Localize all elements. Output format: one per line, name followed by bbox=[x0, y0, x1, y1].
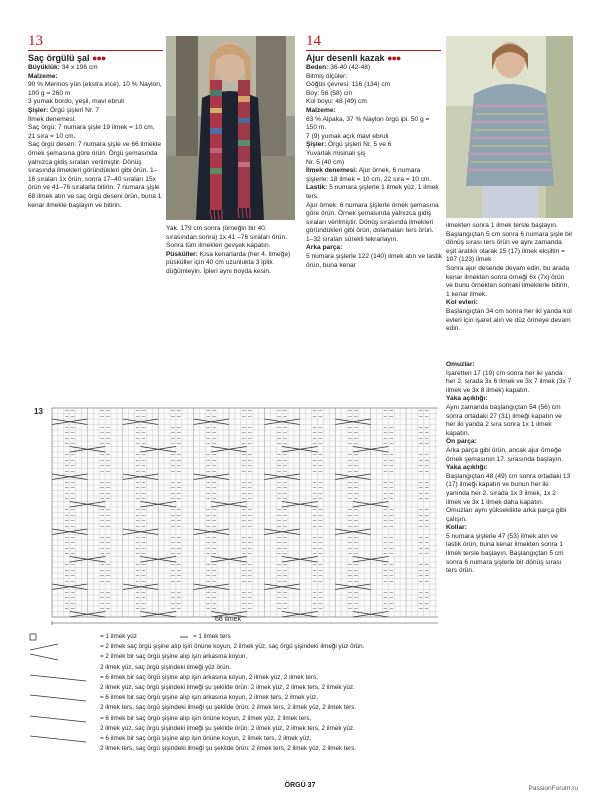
instruction-paragraph bbox=[28, 98, 163, 107]
instruction-paragraph bbox=[306, 150, 442, 159]
instruction-paragraph bbox=[306, 73, 442, 82]
legend-purl-label: = 1 ilmek ters bbox=[193, 633, 231, 640]
paragraph-text: Ajur örnek, 6 numara şişlerle: 18 ilmek = 10 cm, 22 sıra = 10 cm. bbox=[306, 167, 432, 183]
instruction-paragraph bbox=[446, 473, 573, 507]
paragraph-text: 5 numara şişlerle 1 ilmek yüz, 1 ilmek ters. bbox=[306, 184, 439, 200]
paragraph-text: Saç örgü: 7 numara şişle 19 ilmek = 10 cm, 21 sıra = 10 cm. bbox=[28, 124, 155, 140]
paragraph-text: Yuvarlak misinalı şiş bbox=[306, 149, 366, 157]
section-label: Büyüklük: bbox=[28, 64, 60, 71]
instruction-paragraph bbox=[306, 202, 442, 245]
section-label: Arka parça: bbox=[306, 244, 343, 252]
instruction-paragraph bbox=[28, 73, 163, 82]
paragraph-text: Kısa kenarlarda (her 4. ilmeğe) püsküller için 40 cm uzunlukta 3 iplik düğümleyin. İpleri aynı boyda kesin. bbox=[166, 250, 291, 275]
width-arrow bbox=[52, 621, 438, 625]
instruction-paragraph bbox=[306, 244, 442, 253]
legend-row bbox=[28, 744, 438, 754]
cable-symbol-icon bbox=[28, 694, 88, 702]
paragraph-text: 34 x 196 cm bbox=[59, 64, 98, 71]
instruction-paragraph bbox=[28, 81, 163, 98]
chart-stitch-count: 66 ilmek bbox=[215, 616, 242, 623]
legend-text: = 6 ilmek bir saç örgü şişine alıp işin önüne koyun, 2 ilmek yüz, 2 ilmek ters, bbox=[100, 714, 312, 722]
legend-row bbox=[28, 632, 438, 642]
instruction-paragraph bbox=[28, 64, 163, 73]
instruction-paragraph bbox=[28, 107, 163, 116]
instruction-paragraph bbox=[28, 141, 163, 210]
instruction-paragraph bbox=[446, 370, 573, 396]
purl-symbol-icon bbox=[178, 633, 190, 641]
instruction-paragraph bbox=[446, 533, 573, 576]
pattern-13-instructions-cont bbox=[166, 225, 296, 277]
paragraph-text: İşaretten 17 (19) cm sonra her iki yanda her 2. sırada 3x 6 ilmek ve 3x 7 ilmek (3x 7 ilmek ve 3x 8 ilmek) kapatın. bbox=[446, 369, 572, 394]
section-label: Lastik: bbox=[306, 184, 328, 192]
legend-row bbox=[28, 714, 438, 724]
section-label: İlmek denemesi: bbox=[306, 167, 358, 175]
divider bbox=[306, 50, 441, 51]
instruction-paragraph bbox=[446, 299, 573, 308]
instruction-paragraph bbox=[166, 225, 296, 251]
legend-row bbox=[28, 652, 438, 662]
instruction-paragraph bbox=[306, 167, 442, 184]
pattern-number: 14 bbox=[306, 33, 321, 49]
paragraph-text: Göğüs çevresi: 116 (134) cm bbox=[306, 81, 391, 89]
legend-row bbox=[28, 673, 438, 683]
paragraph-text: İlmek denemesi: bbox=[28, 115, 77, 123]
instruction-paragraph bbox=[306, 159, 442, 168]
cable-symbol-icon bbox=[28, 643, 88, 651]
paragraph-text: Kol boyu: 48 (49) cm bbox=[306, 98, 367, 106]
paragraph-text: ilmekten sonra 1 ilmek tersle başlayın. Başlangıçtan 5 cm sonra 6 numara şişle bir dönüş sırası ters örün ve aynı zamanda eşit aralıklı olarak 15 (17) ilmek eksiltin = 107 (123) ilmek bbox=[446, 222, 573, 264]
paragraph-text: Omuzları aynı yükseklikte arka parça gibi çalışın. bbox=[446, 507, 567, 523]
sweater-model-photo bbox=[446, 36, 573, 218]
paragraph-text: Aynı zamanda başlangıçtan 54 (56) cm sonra ortadaki 27 (31) ilmeği kapatın ve her iki yanda 2 sıra sonra 1x 1 ilmek kapatın. bbox=[446, 403, 562, 437]
paragraph-text: 90 % Merinos yün (ekstra ince), 10 % Naylon, 100 g = 260 m bbox=[28, 81, 162, 97]
paragraph-text: Sonra ajur desende devam edin, bu arada kenar ilmekten sonra örneği 6x (7x) örün ve bunu örnekten sonraki ilmeklerle bitirin, 1 kenar ilmek. bbox=[446, 264, 570, 298]
instruction-paragraph bbox=[446, 222, 573, 265]
instruction-paragraph bbox=[306, 64, 442, 73]
legend-row bbox=[28, 724, 438, 734]
legend-knit-label: = 1 ilmek yüz bbox=[100, 633, 137, 640]
sweater-photo-illustration bbox=[446, 36, 573, 218]
pattern-title bbox=[28, 53, 163, 64]
difficulty-dots: ●●● bbox=[387, 53, 401, 63]
paragraph-text: Bitmiş ölçüler: bbox=[306, 72, 348, 80]
paragraph-text: Arka parça gibi örün, ancak ajur örneğe örnek şemasının 17. sırasında başlayın. bbox=[446, 446, 563, 463]
section-label: Beden: bbox=[306, 64, 329, 71]
legend-cable-rows bbox=[28, 642, 438, 754]
section-label: Şişler: bbox=[28, 106, 49, 114]
instruction-paragraph bbox=[446, 265, 573, 299]
pattern-14-header bbox=[306, 34, 441, 64]
instruction-paragraph bbox=[446, 447, 573, 464]
pattern-14-instructions bbox=[306, 64, 442, 270]
legend-text: 2 ilmek yüz, saç örgü şişindeki ilmeği yüz örün. bbox=[100, 663, 231, 671]
cable-symbol-icon bbox=[28, 715, 88, 723]
paragraph-text: 3 yumak bordo, yeşil, mavi ebruli bbox=[28, 98, 125, 106]
paragraph-text: Saç örgü desen: 7 numara şişle ve 66 ilmekle örnek şemasına göre örün. Örgü şemasında yalnızca gidiş sıraları verilmiştir. Dönüş sırasında ilmekleri göründükleri gibi örün. 1–16 sıraları 1x örün, sonra 17–40 sıraları 15x örün ve 41–76 sıralarla bitirin. 7 numara şişle 68 ilmek atın ve saç örgü deseni örün, buna 1 kenar ilmekle başlayın ve bitirin. bbox=[28, 141, 162, 209]
legend-text: = 6 ilmek bir saç örgü şişine alıp işin arkasına koyun, 2 ilmek ters, 2 ilmek yüz, bbox=[100, 694, 318, 702]
section-label: Ön parça: bbox=[446, 438, 477, 446]
scarf-photo-illustration bbox=[166, 36, 295, 220]
section-label: Kollar: bbox=[446, 524, 467, 532]
difficulty-dots: ●●● bbox=[92, 53, 106, 63]
paragraph-text: 7 (9) yumak açık mavi ebruli bbox=[306, 132, 389, 140]
instruction-paragraph bbox=[306, 107, 442, 116]
paragraph-text: Başlangıçtan 34 cm sonra her iki yanda kol evleri için işaret alın ve düz örmeye devam edin. bbox=[446, 307, 572, 333]
instruction-paragraph bbox=[446, 464, 573, 473]
pattern-number: 13 bbox=[28, 33, 43, 49]
instruction-paragraph bbox=[446, 404, 573, 438]
pattern-title bbox=[306, 53, 441, 64]
legend-row bbox=[28, 663, 438, 673]
legend-text: = 6 ilmek bir saç örgü şişine alıp işin arkasına koyun, 2 ilmek yüz, 2 ilmek ters, bbox=[100, 673, 318, 681]
pattern-13-header bbox=[28, 34, 163, 64]
instruction-paragraph bbox=[446, 308, 573, 334]
instruction-paragraph bbox=[446, 361, 573, 370]
page-number: 37 bbox=[307, 782, 316, 789]
knit-symbol-icon bbox=[28, 633, 88, 641]
legend-row bbox=[28, 703, 438, 713]
instruction-paragraph bbox=[306, 81, 442, 90]
pattern-14-instructions-cont-2 bbox=[446, 361, 573, 576]
section-label: Yaka açıklığı: bbox=[446, 464, 488, 472]
instruction-paragraph bbox=[306, 116, 442, 133]
instruction-paragraph bbox=[306, 141, 442, 150]
paragraph-text: Yak. 179 cm sonra (örneğin bir 40. sırasından sonra) 1x 41 –76 sıraları örün. Sonra tüm ilmekleri gevşek kapatın. bbox=[166, 225, 287, 250]
cable-symbol-icon bbox=[28, 653, 88, 661]
legend-text: 2 ilmek ters, saç örgü şişindeki ilmeği şu şekilde örün: 2 ilmek ters, 2 ilmek yüz, 2 ilmek ters. bbox=[100, 745, 357, 753]
pattern-title-text: Ajur desenli kazak bbox=[306, 53, 385, 63]
paragraph-text: Ajur örnek: 6 numara şişlerle örnek şemasına göre örün. Örnek şemasında yalnızca gidiş sıraları verilmiştir. Dönüş sırasında ilmekleri göründükleri gibi örün, dolamaları ters örün. 1–32 sıraları sürekli tekrarlayın. bbox=[306, 201, 439, 243]
divider bbox=[28, 50, 163, 51]
instruction-paragraph bbox=[28, 124, 163, 141]
instruction-paragraph bbox=[166, 251, 296, 277]
paragraph-text: Örgü şişleri Nr. 7 bbox=[48, 106, 100, 114]
legend-text: = 2 ilmek saç örgü şişine alıp işin önüne koyun, 2 ilmek yüz, saç örgü şişindeki ilmeği yüz örün. bbox=[100, 643, 365, 651]
paragraph-text: Boy: 56 (58) cm bbox=[306, 89, 353, 97]
pattern-14-instructions-cont bbox=[446, 222, 573, 334]
legend-text: 2 ilmek yüz, saç örgü şişindeki ilmeği şu şekilde örün: 2 ilmek yüz, 2 ilmek ters, 2 ilmek yüz. bbox=[100, 683, 355, 691]
cable-symbol-icon bbox=[28, 674, 88, 682]
paragraph-text: Örgü şişleri Nr. 5 ve 6 bbox=[326, 141, 392, 149]
knitting-chart bbox=[28, 400, 438, 630]
chart-grid bbox=[52, 408, 438, 617]
paragraph-text: 36-40 (42-48) bbox=[328, 64, 371, 71]
section-label: Püsküller: bbox=[166, 250, 198, 258]
paragraph-text: Nr. 5 (40 cm) bbox=[306, 158, 345, 166]
instruction-paragraph bbox=[306, 184, 442, 201]
watermark: PassionForum.ru bbox=[528, 785, 578, 792]
section-label: Malzeme: bbox=[306, 106, 336, 114]
instruction-paragraph bbox=[306, 90, 442, 99]
instruction-paragraph bbox=[446, 395, 573, 404]
pattern-13-instructions bbox=[28, 64, 163, 210]
instruction-paragraph bbox=[306, 253, 442, 270]
page-footer bbox=[0, 782, 600, 789]
pattern-title-text: Saç örgülü şal bbox=[28, 53, 90, 63]
chart-number: 13 bbox=[34, 407, 43, 416]
paragraph-text: 63 % Alpaka, 37 % Naylon örgü ipi. 50 g = 150 m. bbox=[306, 115, 430, 132]
legend-row bbox=[28, 734, 438, 744]
legend-row bbox=[28, 683, 438, 693]
legend-text: 2 ilmek ters, saç örgü şişindeki ilmeği şu şekilde örün: 2 ilmek ters, 2 ilmek yüz, 2 ilmek ters. bbox=[100, 704, 357, 712]
paragraph-text: 5 numara şişlerle 47 (53) ilmek atın ve lastik örün, buna kenar ilmekten sonra 1 ilmek tersle başlayın. Başlangıçtan 5 cm sonra 6 numara şişlerle bir dönüş sırası ters örün. bbox=[446, 532, 564, 575]
paragraph-text: 5 numara şişlerle 122 (140) ilmek atın ve lastik örün, buna kenar bbox=[306, 253, 442, 269]
paragraph-text: Başlangıçtan 48 (49) cm sonra ortadaki 13 (17) ilmeği kapatın ve bunun her iki yanında her 2. sırada 1x 3 ilmek, 1x 2 ilmek ve 3x 1 ilmek daha kapatın. bbox=[446, 472, 571, 506]
instruction-paragraph bbox=[446, 438, 573, 447]
legend-row bbox=[28, 642, 438, 652]
section-label: Şişler: bbox=[306, 141, 327, 149]
chart-legend bbox=[28, 632, 438, 754]
legend-text: 2 ilmek yüz, saç örgü şişindeki ilmeği şu şekilde örün: 2 ilmek yüz, 2 ilmek ters, 2 ilmek yüz. bbox=[100, 724, 355, 732]
magazine-name: ÖRGÜ bbox=[284, 782, 306, 789]
section-label: Kol evleri: bbox=[446, 299, 478, 307]
section-label: Yaka açıklığı: bbox=[446, 395, 488, 403]
scarf-model-photo bbox=[166, 36, 295, 220]
section-label: Omuzlar: bbox=[446, 361, 475, 368]
legend-text: = 2 ilmek bir saç örgü şişine alıp işin arkasına koyun, bbox=[100, 653, 248, 661]
section-label: Malzeme: bbox=[28, 72, 58, 80]
cable-symbol-icon bbox=[28, 735, 88, 743]
instruction-paragraph bbox=[446, 524, 573, 533]
legend-row bbox=[28, 693, 438, 703]
instruction-paragraph bbox=[446, 507, 573, 524]
legend-text: = 6 ilmek bir saç örgü şişine alıp işin önüne koyun, 2 ilmek ters, 2 ilmek yüz, bbox=[100, 734, 312, 742]
instruction-paragraph bbox=[28, 116, 163, 125]
instruction-paragraph bbox=[306, 98, 442, 107]
